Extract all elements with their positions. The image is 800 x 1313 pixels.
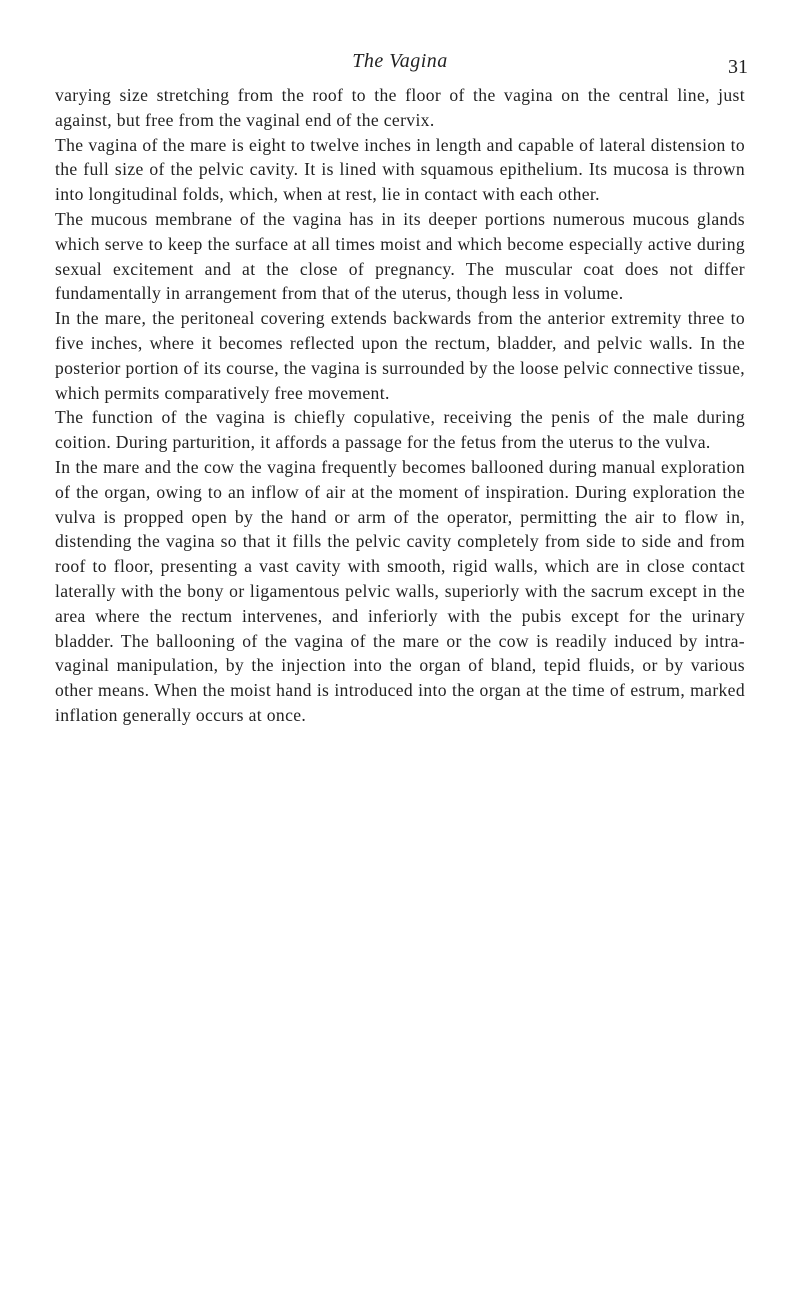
paragraph: The vagina of the mare is eight to twelve inches in length and capable of lateral distension to the full size of the pelvic cavity. It is lined with squamous epithelium. Its mucosa is thrown into longitudinal folds, which, when at rest, lie in contact with each other. bbox=[55, 134, 745, 205]
running-title: The Vagina bbox=[352, 50, 448, 72]
page-number: 31 bbox=[728, 56, 748, 78]
paragraph: In the mare and the cow the vagina frequently becomes ballooned during manual exploration of the organ, owing to an inflow of air at the moment of inspiration. During exploration the vulva is propped open by the hand or arm of the operator, permitting the air to flow in, distending the vagina so that it fills the pelvic cavity completely from side to side and from roof to floor, presenting a vast cavity with smooth, rigid walls, which are in close contact laterally with the bony or ligamentous pelvic walls, superiorly with the sacrum except in the area where the rectum intervenes, and inferiorly with the pubis except for the urinary bladder. The ballooning of the vagina of the mare or the cow is readily induced by intra-vaginal manipulation, by the injection into the organ of bland, tepid fluids, or by various other means. When the moist hand is introduced into the organ at the time of estrum, marked inflation generally occurs at once. bbox=[55, 456, 745, 725]
body-text bbox=[55, 83, 745, 728]
paragraph: In the mare, the peritoneal covering extends backwards from the anterior extremity three to five inches, where it becomes reflected upon the rectum, bladder, and pelvic walls. In the posterior portion of its course, the vagina is surrounded by the loose pelvic connective tissue, which permits comparatively free movement. bbox=[55, 308, 745, 403]
paragraph: The function of the vagina is chiefly copulative, receiving the penis of the male during coition. During parturition, it affords a passage for the fetus from the uterus to the vulva. bbox=[55, 407, 745, 453]
paragraph: varying size stretching from the roof to the floor of the vagina on the central line, just against, but free from the vaginal end of the cervix. bbox=[55, 85, 745, 130]
paragraph: The mucous membrane of the vagina has in its deeper portions numerous mucous glands which serve to keep the surface at all times moist and which become especially active during sexual excitement and at the close of pregnancy. The muscular coat does not differ fundamentally in arrangement from that of the uterus, though less in volume. bbox=[55, 208, 745, 304]
